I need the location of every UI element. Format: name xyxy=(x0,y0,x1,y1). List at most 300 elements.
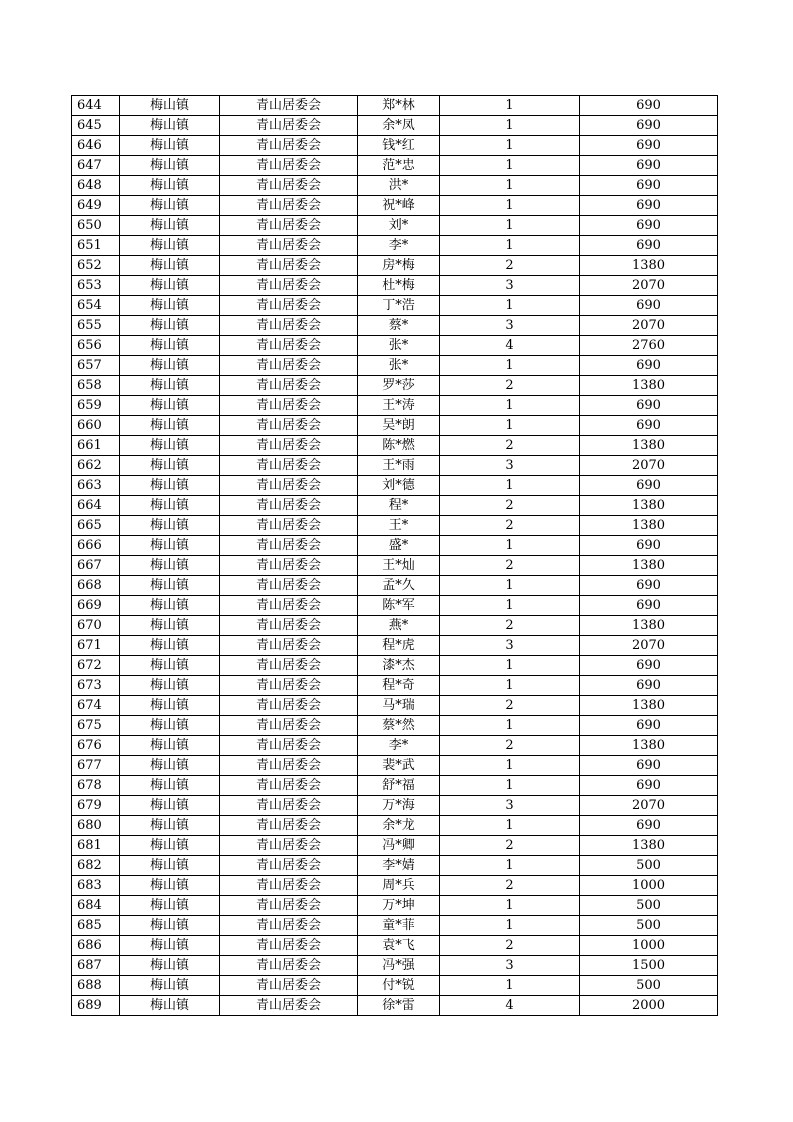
name-cell: 郑*林 xyxy=(358,96,440,116)
table-row xyxy=(72,556,718,576)
name-cell: 舒*福 xyxy=(358,776,440,796)
name-cell: 洪* xyxy=(358,176,440,196)
town-cell: 梅山镇 xyxy=(120,856,220,876)
name-cell: 丁*浩 xyxy=(358,296,440,316)
committee-cell: 青山居委会 xyxy=(220,836,358,856)
row-number-cell: 680 xyxy=(72,816,120,836)
row-number-cell: 655 xyxy=(72,316,120,336)
amount-cell: 2070 xyxy=(580,636,718,656)
row-number-cell: 676 xyxy=(72,736,120,756)
committee-cell: 青山居委会 xyxy=(220,876,358,896)
table-row xyxy=(72,736,718,756)
committee-cell: 青山居委会 xyxy=(220,476,358,496)
town-cell: 梅山镇 xyxy=(120,316,220,336)
name-cell: 漆*杰 xyxy=(358,656,440,676)
row-number-cell: 668 xyxy=(72,576,120,596)
committee-cell: 青山居委会 xyxy=(220,216,358,236)
amount-cell: 690 xyxy=(580,296,718,316)
name-cell: 王*雨 xyxy=(358,456,440,476)
row-number-cell: 663 xyxy=(72,476,120,496)
count-cell: 4 xyxy=(440,996,580,1016)
amount-cell: 1000 xyxy=(580,876,718,896)
row-number-cell: 686 xyxy=(72,936,120,956)
committee-cell: 青山居委会 xyxy=(220,996,358,1016)
count-cell: 2 xyxy=(440,736,580,756)
committee-cell: 青山居委会 xyxy=(220,96,358,116)
count-cell: 1 xyxy=(440,756,580,776)
row-number-cell: 647 xyxy=(72,156,120,176)
table-row xyxy=(72,596,718,616)
table-row xyxy=(72,376,718,396)
table-row xyxy=(72,956,718,976)
town-cell: 梅山镇 xyxy=(120,336,220,356)
name-cell: 王*涛 xyxy=(358,396,440,416)
town-cell: 梅山镇 xyxy=(120,196,220,216)
row-number-cell: 650 xyxy=(72,216,120,236)
count-cell: 1 xyxy=(440,816,580,836)
amount-cell: 1380 xyxy=(580,616,718,636)
committee-cell: 青山居委会 xyxy=(220,656,358,676)
committee-cell: 青山居委会 xyxy=(220,896,358,916)
count-cell: 3 xyxy=(440,956,580,976)
amount-cell: 690 xyxy=(580,136,718,156)
amount-cell: 1380 xyxy=(580,436,718,456)
amount-cell: 1380 xyxy=(580,736,718,756)
town-cell: 梅山镇 xyxy=(120,236,220,256)
row-number-cell: 687 xyxy=(72,956,120,976)
town-cell: 梅山镇 xyxy=(120,256,220,276)
town-cell: 梅山镇 xyxy=(120,416,220,436)
count-cell: 2 xyxy=(440,696,580,716)
count-cell: 1 xyxy=(440,536,580,556)
row-number-cell: 689 xyxy=(72,996,120,1016)
amount-cell: 1380 xyxy=(580,496,718,516)
committee-cell: 青山居委会 xyxy=(220,156,358,176)
count-cell: 1 xyxy=(440,296,580,316)
table-row xyxy=(72,496,718,516)
table-row xyxy=(72,136,718,156)
name-cell: 张* xyxy=(358,356,440,376)
amount-cell: 690 xyxy=(580,756,718,776)
table-row xyxy=(72,656,718,676)
count-cell: 2 xyxy=(440,936,580,956)
count-cell: 1 xyxy=(440,396,580,416)
name-cell: 祝*峰 xyxy=(358,196,440,216)
committee-cell: 青山居委会 xyxy=(220,856,358,876)
name-cell: 冯*卿 xyxy=(358,836,440,856)
committee-cell: 青山居委会 xyxy=(220,336,358,356)
data-table xyxy=(71,95,718,1016)
town-cell: 梅山镇 xyxy=(120,836,220,856)
committee-cell: 青山居委会 xyxy=(220,756,358,776)
name-cell: 万*海 xyxy=(358,796,440,816)
count-cell: 1 xyxy=(440,596,580,616)
name-cell: 刘* xyxy=(358,216,440,236)
row-number-cell: 665 xyxy=(72,516,120,536)
committee-cell: 青山居委会 xyxy=(220,396,358,416)
table-row xyxy=(72,676,718,696)
amount-cell: 690 xyxy=(580,576,718,596)
amount-cell: 690 xyxy=(580,196,718,216)
count-cell: 1 xyxy=(440,176,580,196)
amount-cell: 500 xyxy=(580,976,718,996)
name-cell: 程* xyxy=(358,496,440,516)
town-cell: 梅山镇 xyxy=(120,896,220,916)
count-cell: 2 xyxy=(440,436,580,456)
table-row xyxy=(72,416,718,436)
name-cell: 李* xyxy=(358,736,440,756)
name-cell: 王* xyxy=(358,516,440,536)
town-cell: 梅山镇 xyxy=(120,736,220,756)
amount-cell: 690 xyxy=(580,236,718,256)
table-row xyxy=(72,96,718,116)
count-cell: 3 xyxy=(440,636,580,656)
row-number-cell: 658 xyxy=(72,376,120,396)
town-cell: 梅山镇 xyxy=(120,516,220,536)
table-row xyxy=(72,576,718,596)
name-cell: 陈*燃 xyxy=(358,436,440,456)
row-number-cell: 664 xyxy=(72,496,120,516)
table-body xyxy=(72,96,718,1016)
count-cell: 2 xyxy=(440,516,580,536)
table-row xyxy=(72,776,718,796)
name-cell: 孟*久 xyxy=(358,576,440,596)
town-cell: 梅山镇 xyxy=(120,776,220,796)
amount-cell: 2070 xyxy=(580,796,718,816)
name-cell: 李*婧 xyxy=(358,856,440,876)
name-cell: 周*兵 xyxy=(358,876,440,896)
row-number-cell: 688 xyxy=(72,976,120,996)
name-cell: 范*忠 xyxy=(358,156,440,176)
town-cell: 梅山镇 xyxy=(120,556,220,576)
town-cell: 梅山镇 xyxy=(120,116,220,136)
row-number-cell: 652 xyxy=(72,256,120,276)
committee-cell: 青山居委会 xyxy=(220,576,358,596)
table-row xyxy=(72,116,718,136)
table-row xyxy=(72,896,718,916)
committee-cell: 青山居委会 xyxy=(220,796,358,816)
committee-cell: 青山居委会 xyxy=(220,536,358,556)
amount-cell: 2070 xyxy=(580,456,718,476)
amount-cell: 1380 xyxy=(580,836,718,856)
count-cell: 3 xyxy=(440,456,580,476)
committee-cell: 青山居委会 xyxy=(220,176,358,196)
town-cell: 梅山镇 xyxy=(120,816,220,836)
committee-cell: 青山居委会 xyxy=(220,916,358,936)
table-row xyxy=(72,796,718,816)
row-number-cell: 644 xyxy=(72,96,120,116)
table-row xyxy=(72,156,718,176)
town-cell: 梅山镇 xyxy=(120,436,220,456)
town-cell: 梅山镇 xyxy=(120,136,220,156)
amount-cell: 500 xyxy=(580,856,718,876)
row-number-cell: 678 xyxy=(72,776,120,796)
committee-cell: 青山居委会 xyxy=(220,816,358,836)
count-cell: 1 xyxy=(440,976,580,996)
amount-cell: 1500 xyxy=(580,956,718,976)
count-cell: 1 xyxy=(440,896,580,916)
table-row xyxy=(72,276,718,296)
count-cell: 2 xyxy=(440,376,580,396)
committee-cell: 青山居委会 xyxy=(220,776,358,796)
amount-cell: 690 xyxy=(580,716,718,736)
name-cell: 马*瑞 xyxy=(358,696,440,716)
row-number-cell: 672 xyxy=(72,656,120,676)
name-cell: 张* xyxy=(358,336,440,356)
table-row xyxy=(72,716,718,736)
count-cell: 1 xyxy=(440,196,580,216)
committee-cell: 青山居委会 xyxy=(220,956,358,976)
town-cell: 梅山镇 xyxy=(120,996,220,1016)
table-row xyxy=(72,816,718,836)
row-number-cell: 646 xyxy=(72,136,120,156)
town-cell: 梅山镇 xyxy=(120,476,220,496)
row-number-cell: 666 xyxy=(72,536,120,556)
committee-cell: 青山居委会 xyxy=(220,716,358,736)
committee-cell: 青山居委会 xyxy=(220,236,358,256)
name-cell: 盛* xyxy=(358,536,440,556)
amount-cell: 2760 xyxy=(580,336,718,356)
amount-cell: 690 xyxy=(580,816,718,836)
table-row xyxy=(72,216,718,236)
count-cell: 2 xyxy=(440,836,580,856)
amount-cell: 690 xyxy=(580,536,718,556)
amount-cell: 690 xyxy=(580,676,718,696)
town-cell: 梅山镇 xyxy=(120,976,220,996)
amount-cell: 690 xyxy=(580,96,718,116)
name-cell: 程*虎 xyxy=(358,636,440,656)
table-row xyxy=(72,436,718,456)
name-cell: 裴*武 xyxy=(358,756,440,776)
committee-cell: 青山居委会 xyxy=(220,676,358,696)
table-row xyxy=(72,396,718,416)
count-cell: 1 xyxy=(440,156,580,176)
row-number-cell: 667 xyxy=(72,556,120,576)
count-cell: 3 xyxy=(440,276,580,296)
row-number-cell: 654 xyxy=(72,296,120,316)
amount-cell: 690 xyxy=(580,216,718,236)
amount-cell: 690 xyxy=(580,116,718,136)
count-cell: 1 xyxy=(440,96,580,116)
committee-cell: 青山居委会 xyxy=(220,416,358,436)
town-cell: 梅山镇 xyxy=(120,296,220,316)
amount-cell: 690 xyxy=(580,416,718,436)
amount-cell: 1000 xyxy=(580,936,718,956)
committee-cell: 青山居委会 xyxy=(220,736,358,756)
committee-cell: 青山居委会 xyxy=(220,616,358,636)
count-cell: 2 xyxy=(440,556,580,576)
town-cell: 梅山镇 xyxy=(120,596,220,616)
count-cell: 1 xyxy=(440,416,580,436)
count-cell: 1 xyxy=(440,916,580,936)
amount-cell: 1380 xyxy=(580,556,718,576)
amount-cell: 1380 xyxy=(580,516,718,536)
amount-cell: 690 xyxy=(580,656,718,676)
count-cell: 3 xyxy=(440,316,580,336)
name-cell: 程*奇 xyxy=(358,676,440,696)
amount-cell: 1380 xyxy=(580,696,718,716)
row-number-cell: 653 xyxy=(72,276,120,296)
committee-cell: 青山居委会 xyxy=(220,556,358,576)
amount-cell: 1380 xyxy=(580,376,718,396)
table-row xyxy=(72,176,718,196)
count-cell: 2 xyxy=(440,496,580,516)
table-row xyxy=(72,196,718,216)
table-row xyxy=(72,336,718,356)
name-cell: 余*龙 xyxy=(358,816,440,836)
amount-cell: 690 xyxy=(580,176,718,196)
table-row xyxy=(72,936,718,956)
row-number-cell: 675 xyxy=(72,716,120,736)
committee-cell: 青山居委会 xyxy=(220,496,358,516)
town-cell: 梅山镇 xyxy=(120,936,220,956)
town-cell: 梅山镇 xyxy=(120,636,220,656)
name-cell: 蔡*然 xyxy=(358,716,440,736)
name-cell: 陈*军 xyxy=(358,596,440,616)
town-cell: 梅山镇 xyxy=(120,916,220,936)
committee-cell: 青山居委会 xyxy=(220,456,358,476)
row-number-cell: 656 xyxy=(72,336,120,356)
name-cell: 万*坤 xyxy=(358,896,440,916)
row-number-cell: 685 xyxy=(72,916,120,936)
name-cell: 吴*朗 xyxy=(358,416,440,436)
count-cell: 1 xyxy=(440,116,580,136)
amount-cell: 500 xyxy=(580,916,718,936)
table-row xyxy=(72,696,718,716)
town-cell: 梅山镇 xyxy=(120,536,220,556)
name-cell: 李* xyxy=(358,236,440,256)
committee-cell: 青山居委会 xyxy=(220,516,358,536)
town-cell: 梅山镇 xyxy=(120,276,220,296)
count-cell: 1 xyxy=(440,576,580,596)
count-cell: 1 xyxy=(440,856,580,876)
table-row xyxy=(72,316,718,336)
row-number-cell: 662 xyxy=(72,456,120,476)
row-number-cell: 670 xyxy=(72,616,120,636)
name-cell: 杜*梅 xyxy=(358,276,440,296)
town-cell: 梅山镇 xyxy=(120,496,220,516)
name-cell: 钱*红 xyxy=(358,136,440,156)
count-cell: 2 xyxy=(440,616,580,636)
table-row xyxy=(72,476,718,496)
amount-cell: 2000 xyxy=(580,996,718,1016)
amount-cell: 690 xyxy=(580,596,718,616)
table-row xyxy=(72,836,718,856)
count-cell: 1 xyxy=(440,136,580,156)
count-cell: 1 xyxy=(440,356,580,376)
count-cell: 2 xyxy=(440,256,580,276)
count-cell: 2 xyxy=(440,876,580,896)
town-cell: 梅山镇 xyxy=(120,616,220,636)
table-row xyxy=(72,236,718,256)
amount-cell: 500 xyxy=(580,896,718,916)
town-cell: 梅山镇 xyxy=(120,796,220,816)
committee-cell: 青山居委会 xyxy=(220,296,358,316)
name-cell: 王*灿 xyxy=(358,556,440,576)
count-cell: 1 xyxy=(440,676,580,696)
amount-cell: 690 xyxy=(580,156,718,176)
table-row xyxy=(72,976,718,996)
committee-cell: 青山居委会 xyxy=(220,316,358,336)
name-cell: 袁*飞 xyxy=(358,936,440,956)
amount-cell: 1380 xyxy=(580,256,718,276)
table-row xyxy=(72,616,718,636)
committee-cell: 青山居委会 xyxy=(220,196,358,216)
town-cell: 梅山镇 xyxy=(120,716,220,736)
row-number-cell: 684 xyxy=(72,896,120,916)
row-number-cell: 679 xyxy=(72,796,120,816)
table-row xyxy=(72,636,718,656)
table-row xyxy=(72,856,718,876)
table-row xyxy=(72,296,718,316)
town-cell: 梅山镇 xyxy=(120,696,220,716)
town-cell: 梅山镇 xyxy=(120,576,220,596)
committee-cell: 青山居委会 xyxy=(220,116,358,136)
town-cell: 梅山镇 xyxy=(120,656,220,676)
table-row xyxy=(72,256,718,276)
amount-cell: 2070 xyxy=(580,276,718,296)
committee-cell: 青山居委会 xyxy=(220,636,358,656)
committee-cell: 青山居委会 xyxy=(220,276,358,296)
name-cell: 余*凤 xyxy=(358,116,440,136)
town-cell: 梅山镇 xyxy=(120,756,220,776)
town-cell: 梅山镇 xyxy=(120,216,220,236)
committee-cell: 青山居委会 xyxy=(220,376,358,396)
committee-cell: 青山居委会 xyxy=(220,256,358,276)
amount-cell: 690 xyxy=(580,396,718,416)
count-cell: 1 xyxy=(440,656,580,676)
amount-cell: 690 xyxy=(580,476,718,496)
row-number-cell: 651 xyxy=(72,236,120,256)
table-row xyxy=(72,536,718,556)
count-cell: 1 xyxy=(440,776,580,796)
town-cell: 梅山镇 xyxy=(120,376,220,396)
amount-cell: 690 xyxy=(580,776,718,796)
row-number-cell: 669 xyxy=(72,596,120,616)
committee-cell: 青山居委会 xyxy=(220,136,358,156)
name-cell: 徐*雷 xyxy=(358,996,440,1016)
row-number-cell: 649 xyxy=(72,196,120,216)
row-number-cell: 660 xyxy=(72,416,120,436)
table-row xyxy=(72,876,718,896)
name-cell: 童*菲 xyxy=(358,916,440,936)
name-cell: 罗*莎 xyxy=(358,376,440,396)
table-row xyxy=(72,996,718,1016)
count-cell: 1 xyxy=(440,716,580,736)
town-cell: 梅山镇 xyxy=(120,356,220,376)
name-cell: 刘*德 xyxy=(358,476,440,496)
table-row xyxy=(72,356,718,376)
town-cell: 梅山镇 xyxy=(120,876,220,896)
count-cell: 3 xyxy=(440,796,580,816)
town-cell: 梅山镇 xyxy=(120,176,220,196)
row-number-cell: 682 xyxy=(72,856,120,876)
town-cell: 梅山镇 xyxy=(120,956,220,976)
town-cell: 梅山镇 xyxy=(120,676,220,696)
town-cell: 梅山镇 xyxy=(120,156,220,176)
row-number-cell: 648 xyxy=(72,176,120,196)
row-number-cell: 659 xyxy=(72,396,120,416)
town-cell: 梅山镇 xyxy=(120,396,220,416)
name-cell: 付*锐 xyxy=(358,976,440,996)
amount-cell: 690 xyxy=(580,356,718,376)
row-number-cell: 683 xyxy=(72,876,120,896)
row-number-cell: 681 xyxy=(72,836,120,856)
count-cell: 4 xyxy=(440,336,580,356)
committee-cell: 青山居委会 xyxy=(220,936,358,956)
name-cell: 冯*强 xyxy=(358,956,440,976)
amount-cell: 2070 xyxy=(580,316,718,336)
